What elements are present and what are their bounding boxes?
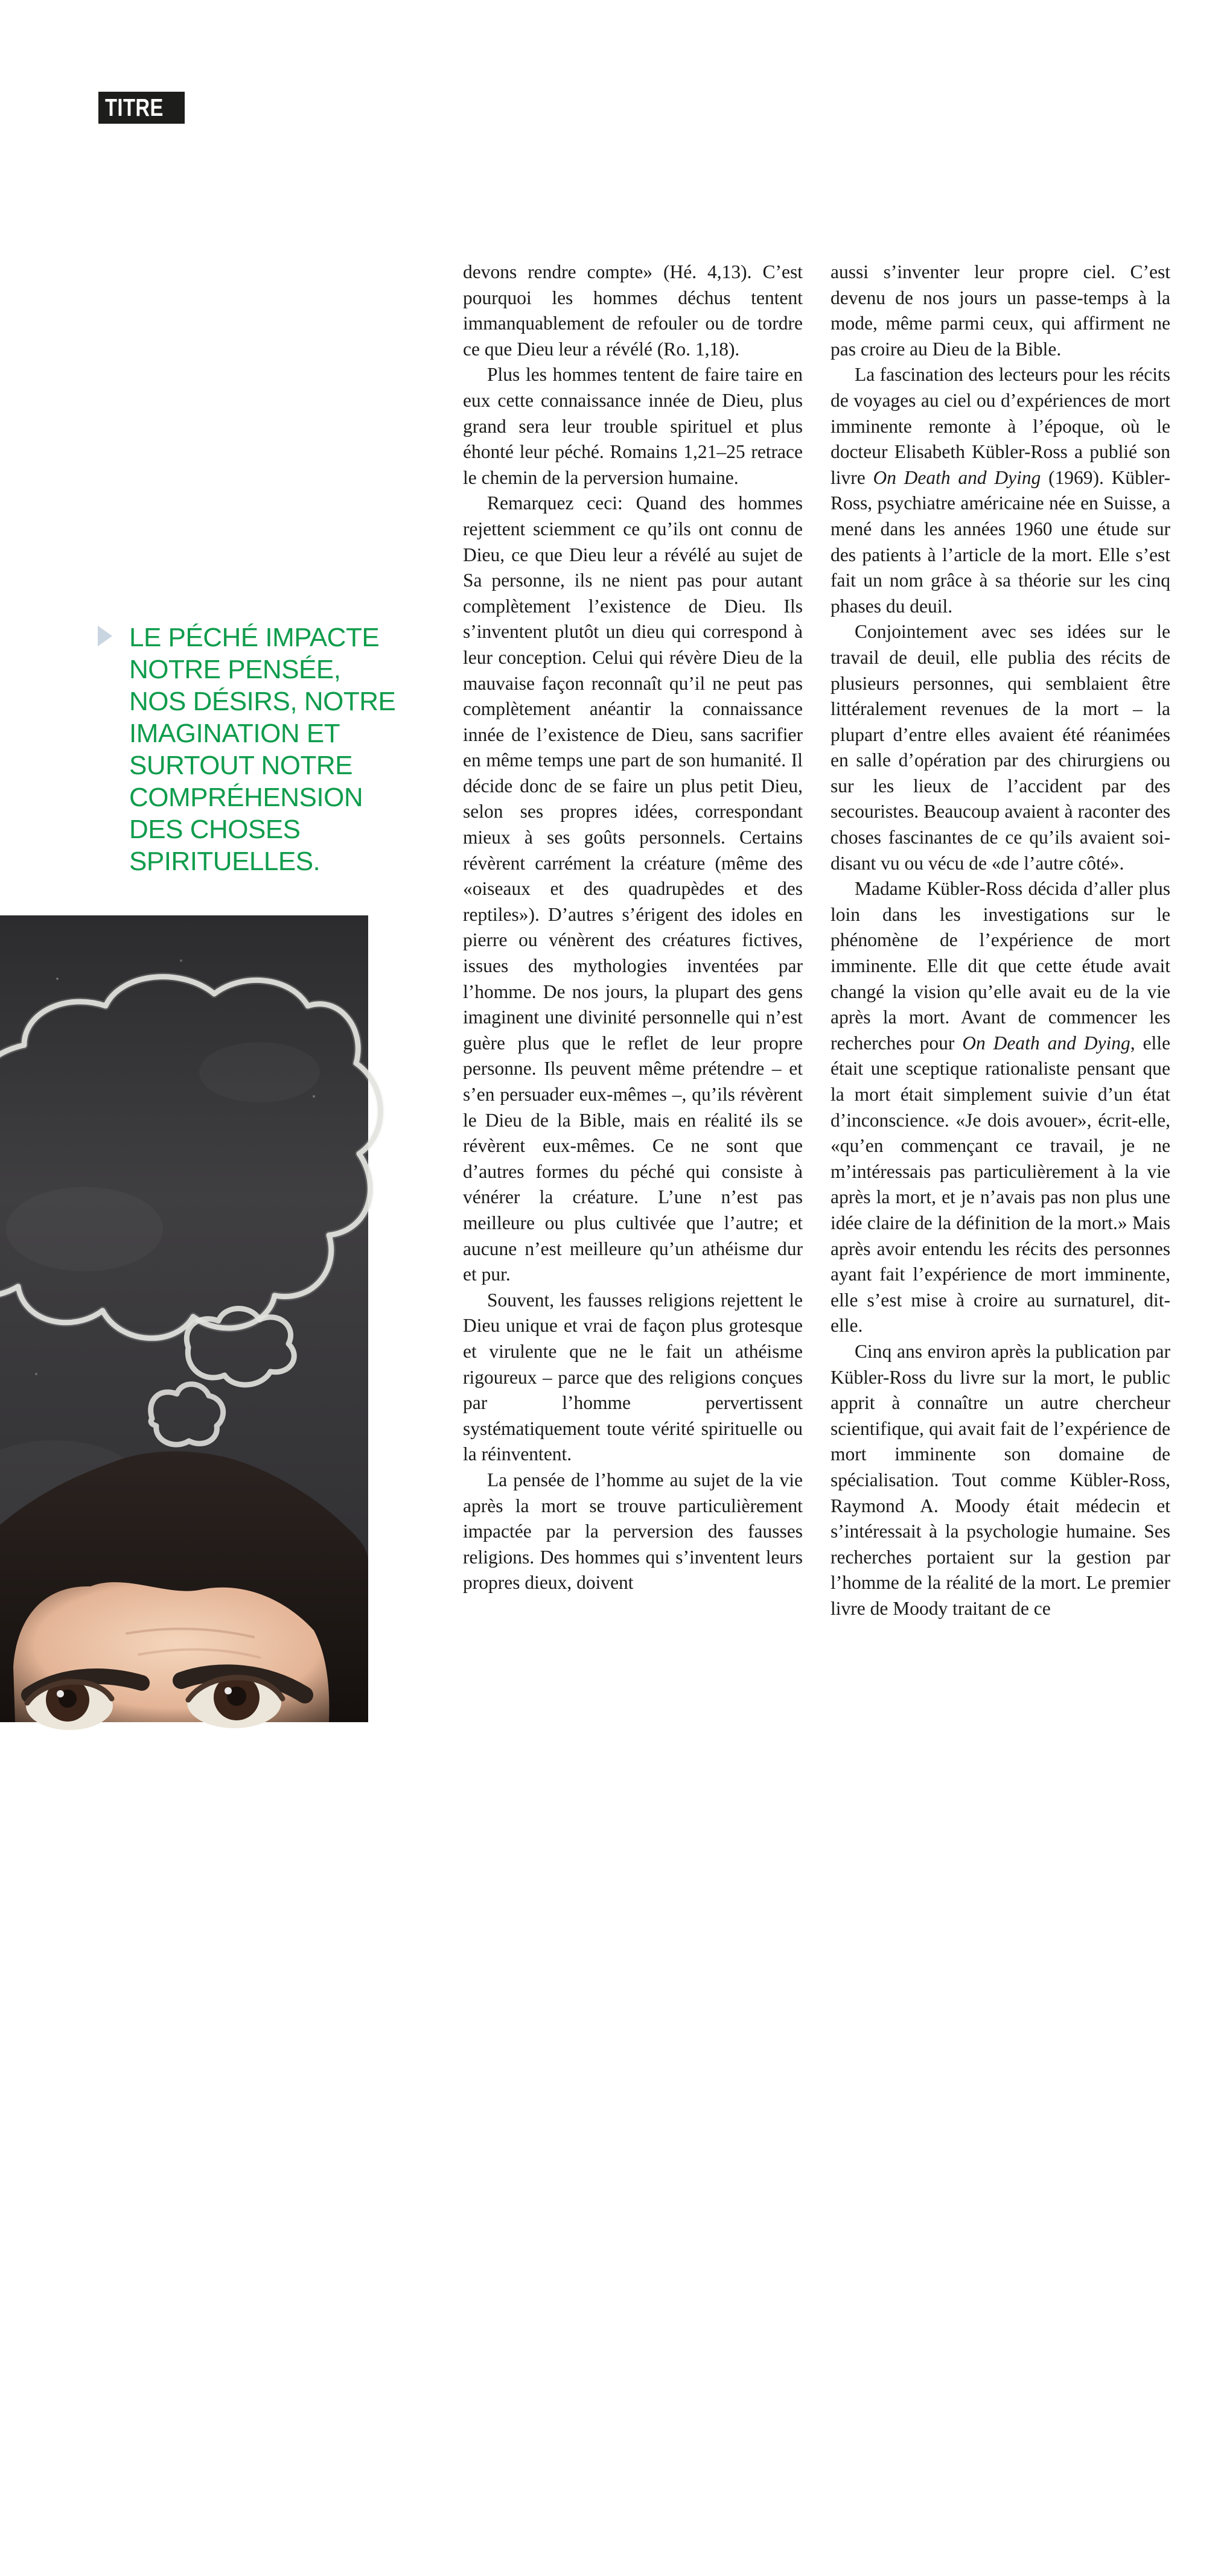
pull-quote-line: IMAGINATION ET [129, 719, 340, 748]
text-segment: (1969). Kübler-Ross, psychiatre américaine née en Suisse, a mené dans les années 1960 une étude sur des patients à l’article de la mort. Elle s’est fait un nom grâce à sa théorie sur les cinq phases du deuil. [831, 466, 1170, 617]
body-paragraph [463, 259, 803, 362]
body-paragraph [463, 1468, 803, 1596]
book-title-italic: On Death and Dying [962, 1032, 1130, 1054]
body-paragraph [831, 362, 1170, 619]
text-segment: Plus les hommes tentent de faire taire en eux cette connaissance innée de Dieu, plus grand sera leur trouble spirituel et plus éhonté leur péché. Romains 1,21–25 retrace le chemin de la perversion humaine. [463, 364, 803, 488]
pull-quote-text [129, 622, 413, 877]
pull-quote-line: COMPRÉHENSION [129, 783, 363, 812]
body-paragraph [831, 259, 1170, 362]
body-paragraph [831, 876, 1170, 1339]
article-column-2 [831, 259, 1170, 1651]
body-paragraph [831, 1339, 1170, 1622]
text-segment: Cinq ans environ après la publication par Kübler-Ross du livre sur la mort, le public apprit à connaître un autre chercheur scientifique, qui avait fait de l’expérience de mort imminente son domaine de spécialisation. Tout comme Kübler-Ross, Raymond A. Moody était médecin et s’intéressait à la psychologie humaine. Ses recherches portaient sur la gestion par l’homme de la réalité de la mort. Le premier livre de Moody traitant de ce [831, 1340, 1170, 1619]
section-kicker [98, 92, 185, 124]
page-footer [68, 2559, 255, 2576]
text-segment: Madame Kübler-Ross décida d’aller plus loin dans les investigations sur le phénomène de l’expérience de mort imminente. Elle dit que cette étude avait changé la vision qu’elle avait eu de la vie après la mort. Avant de commencer les recherches pour [831, 878, 1170, 1054]
book-title-italic: On Death and Dying [873, 466, 1041, 488]
pull-quote-line: SURTOUT NOTRE [129, 751, 352, 780]
page-number: 6 [68, 2559, 75, 2575]
text-segment: La pensée de l’homme au sujet de la vie après la mort se trouve particulièrement impactée par la perversion des fausses religions. Des hommes qui s’inventent leurs propres dieux, doivent [463, 1469, 803, 1594]
text-segment: La fascination des lecteurs pour les récits de voyages au ciel ou d’expériences de mort imminente remonte à l’époque, où le docteur Elisabeth Kübler-Ross a publié son livre [831, 364, 1170, 488]
pull-quote-line: NOTRE PENSÉE, [129, 655, 341, 684]
text-segment: Conjointement avec ses idées sur le travail de deuil, elle publia des récits de plusieurs personnes, qui semblaient être littéralement revenues de la mort – la plupart d’entre elles avaient été réanimées en salle d’opération par des chirurgiens ou sur les lieux de l’accident par des secouristes. Beaucoup avaient à raconter des choses fascinantes de ce qu’ils avaient soi-disant vu ou vécu de «de l’autre côté». [831, 621, 1170, 874]
issue-date: 07.2016 [208, 2559, 256, 2575]
magazine-name: Appel de Minuit [99, 2559, 201, 2575]
text-segment: aussi s’inventer leur propre ciel. C’est devenu de nos jours un passe-temps à la mode, même parmi ceux, qui affirment ne pas croire au Dieu de la Bible. [831, 261, 1170, 360]
text-segment: devons rendre compte» (Hé. 4,13). C’est pourquoi les hommes déchus tentent immanquablement de refouler ou de tordre ce que Dieu leur a révélé (Ro. 1,18). [463, 261, 803, 360]
article-column-1 [463, 259, 803, 1651]
pull-quote-line: NOS DÉSIRS, NOTRE [129, 687, 396, 716]
chalkboard-photo [0, 915, 368, 2575]
chalkboard-photo-art [0, 915, 368, 1722]
body-paragraph [831, 619, 1170, 876]
kicker-label: TITRE [105, 94, 164, 121]
triangle-marker-icon [98, 626, 112, 646]
text-segment: Souvent, les fausses religions rejettent le Dieu unique et vrai de façon plus grotesque et virulente que ne le fait un athéisme rigoureux – parce que des religions conçues par l’homme pervertissent systématiquement toute vérité spirituelle ou la réinventent. [463, 1289, 803, 1465]
body-paragraph [463, 491, 803, 1287]
body-paragraph [463, 1288, 803, 1468]
body-paragraph [463, 362, 803, 491]
text-segment: Remarquez ceci: Quand des hommes rejettent sciemment ce qu’ils ont connu de Dieu, ce que Dieu leur a révélé au sujet de Sa personne, ils ne nient pas pour autant complètement l’existence de Dieu. Ils s’inventent plutôt un dieu qui correspond à leur conception. Celui qui révère Dieu de la mauvaise façon reconnaît qu’il ne peut pas complètement anéantir la connaissance innée de l’existence de Dieu, sans sacrifier en même temps une part de son humanité. Il décide donc de se faire un plus petit Dieu, selon ses propres idées, correspondant mieux à ses goûts personnels. Certains révèrent carrément la créature (même des «oiseaux et des quadrupèdes et des reptiles»). D’autres s’érigent des idoles en pierre ou vénèrent des créatures fictives, issues des mythologies inventées par l’homme. De nos jours, la plupart des gens imaginent une divinité personnelle qui n’est guère plus que le reflet de leur propre personne. Ils peuvent même prétendre – et s’en persuader eux-mêmes –, qu’ils révèrent le Dieu de la Bible, mais en réalité ils se révèrent eux-mêmes. Ce ne sont que d’autres formes du péché qui consiste à vénérer la créature. L’une n’est pas meilleure ou plus cultivée que l’autre; et aucune n’est meilleure qu’un athéisme dur et pur. [463, 492, 803, 1285]
pull-quote-line: LE PÉCHÉ IMPACTE [129, 623, 380, 652]
pull-quote-line: DES CHOSES [129, 815, 301, 844]
pull-quote-line: SPIRITUELLES. [129, 847, 320, 876]
text-segment: , elle était une sceptique rationaliste pensant que la mort était simplement suivie d’un état d’inconscience. «Je dois avouer», écrit-elle, «qu’en commençant ce travail, je ne m’intéressais pas particulièrement à la vie après la mort, et je n’avais pas non plus une idée claire de la définition de la mort.» Mais après avoir entendu les récits des personnes ayant fait l’expérience de mort imminente, elle s’est mise à croire au surnaturel, dit-elle. [831, 1032, 1170, 1337]
